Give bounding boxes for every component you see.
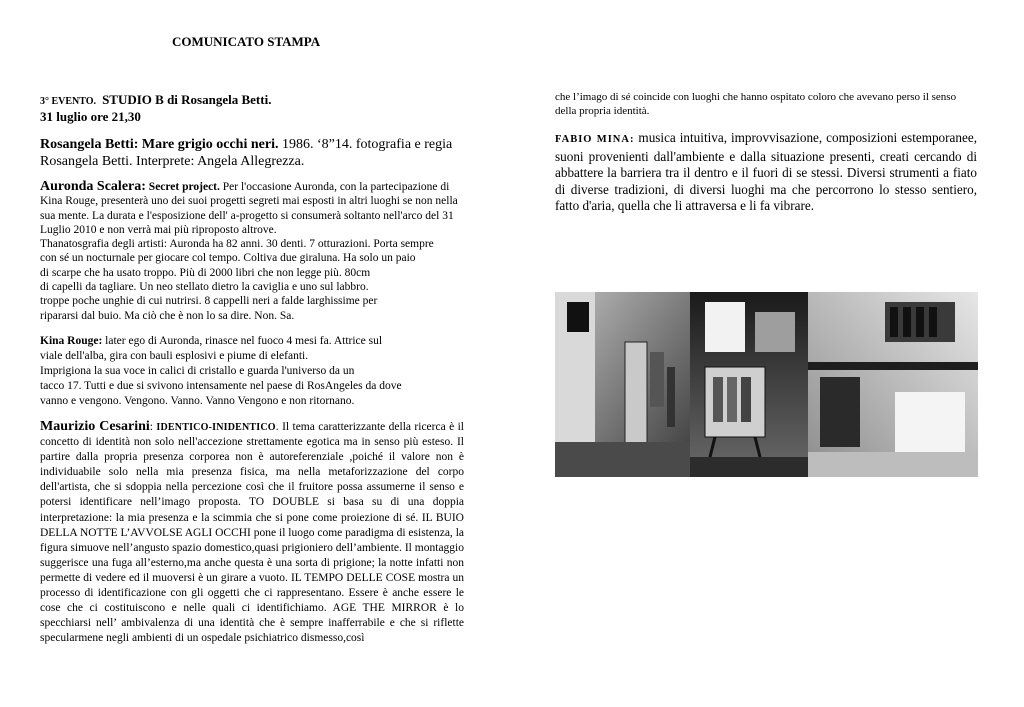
studio-photo-collage: [555, 292, 978, 477]
kina-line: vanno e vengono. Vengono. Vanno. Vanno Vengono e non ritornano.: [40, 394, 355, 407]
scalera-line: troppe poche unghie di cui nutrirsi. 8 cappelli neri a falde larghissime per: [40, 295, 378, 308]
kina-line: tacco 17. Tutti e due si svivono intensamente nel paese di RosAngeles da dove: [40, 379, 402, 392]
event-number: 3° EVENTO.: [40, 96, 97, 107]
scalera-line: di capelli da tagliare. Un neo stellato dietro la caviglia e uno sul labbro.: [40, 281, 369, 294]
betti-paragraph: [40, 136, 464, 170]
kina-line: viale dell'alba, gira con bauli esplosivi e piume di elefanti.: [40, 349, 309, 362]
page-title: COMUNICATO STAMPA: [172, 34, 321, 49]
betti-text: 1986. ‘8”14. fotografia e regia Rosangela Betti. Interprete: Angela Allegrezza.: [40, 137, 453, 169]
right-column: [555, 90, 977, 215]
scalera-line: ripararsi dal buio. Ma ciò che è non lo sa dire. Non. Sa.: [40, 309, 295, 322]
event-date: 31 luglio ore 21,30: [40, 109, 141, 124]
betti-lead: Rosangela Betti: Mare grigio occhi neri.: [40, 137, 279, 152]
event-venue: STUDIO B di Rosangela Betti.: [102, 92, 272, 107]
studio-photo-image: [555, 292, 978, 477]
scalera-lead: Auronda Scalera:: [40, 179, 146, 194]
kina-line: Imprigiona la sua voce in calici di cristallo e guarda l'universo da un: [40, 364, 355, 377]
mina-lead: FABIO MINA:: [555, 134, 635, 145]
cesarini-colon: :: [149, 420, 157, 433]
left-column: [40, 92, 464, 646]
mina-text: musica intuitiva, improvvisazione, composizioni estemporanee, suoni provenienti dall'ambiente e dalla situazione presenti, creati cercando di abbattere la barriera tra il dentro e il fuori di se stessi. Diversi strumenti a fiato di diverse tradizioni, di diversi luoghi ma che percorrono lo stesso sentiero, fatto d'aria, quella che li attraversa e li fa vibrare.: [555, 130, 977, 213]
cesarini-paragraph: [40, 419, 464, 646]
kina-line: later ego di Auronda, rinasce nel fuoco 4 mesi fa. Attrice sul: [105, 334, 383, 347]
cesarini-work-title: IDENTICO-INIDENTICO: [156, 421, 276, 433]
scalera-lead2: Secret project.: [148, 181, 220, 193]
cesarini-text: . Il tema caratterizzante della ricerca è il concetto di identità non solo nell'accezione strettamente egotica ma in senso più esteso. Il partire dalla propria presenza corporea non è autoreferenziale ,poiché il valore non è individuabile solo nella mia presenza fisica, ma nella metaforizzazione del corpo dell'artista, che si sdoppia nella percezione così che il fruitore possa assumerne il senso e potersi identificare nell’imago proposta. TO DOUBLE si basa su di una doppia interpretazione: la mia presenza e la scimmia che si pone come proiezione di sé. IL BUIO DELLA NOTTE L’AVVOLSE AGLI OCCHI pone il luogo come paradigma di esistenza, la figura simuove nell’angusto spazio domestico,quasi prigioniero dell’ambiente. Il montaggio suggerisce una fuga all’esterno,ma anche questa è una sorta di prigione; la notte infatti non permette di vedere ed il muoversi è un girare a vuoto. IL TEMPO DELLE COSE mostra un processo di identificazione con gli oggetti che ci rappresentano. Essere è anche essere le cose che ci costituiscono e nelle quali ci identifichiamo. AGE THE MIRROR è lo specchiarsi nell’ ambivalenza di una identità che è sempre inafferrabile e che si riflette specularmene negli ambienti di un ospedale psichiatrico dismesso,così: [40, 420, 465, 645]
scalera-paragraph: [40, 180, 464, 323]
mina-paragraph: [555, 130, 977, 215]
scalera-intro: Per l'occasione Auronda, con la partecipazione di Kina Rouge, presenterà uno dei suoi progetti segreti mai esposti in altri luoghi se non nella sua mente. La durata e l'esposizione dell' a-progetto si consumerà soltanto nell'arco del 31 Luglio 2010 e non verrà mai più riproposto altrove.: [40, 181, 458, 236]
cesarini-lead: Maurizio Cesarini: [40, 418, 150, 434]
kina-paragraph: [40, 334, 464, 409]
scalera-line: di scarpe che ha usato troppo. Più di 2000 libri che non legge più. 80cm: [40, 266, 371, 279]
scalera-intro-block: [40, 180, 464, 237]
scalera-line: Thanatosgrafia degli artisti: Auronda ha 82 anni. 30 denti. 7 otturazioni. Porta sempre: [40, 238, 434, 251]
kina-first-line: [40, 334, 464, 349]
kina-lead: Kina Rouge:: [40, 334, 103, 347]
event-heading: [40, 92, 464, 125]
continuation-text: che l’imago di sé coincide con luoghi che hanno ospitato coloro che avevano perso il senso della propria identità.: [555, 91, 957, 117]
scalera-line: con sé un nocturnale per giocare col tempo. Coltiva due giraluna. Ha solo un paio: [40, 252, 416, 265]
